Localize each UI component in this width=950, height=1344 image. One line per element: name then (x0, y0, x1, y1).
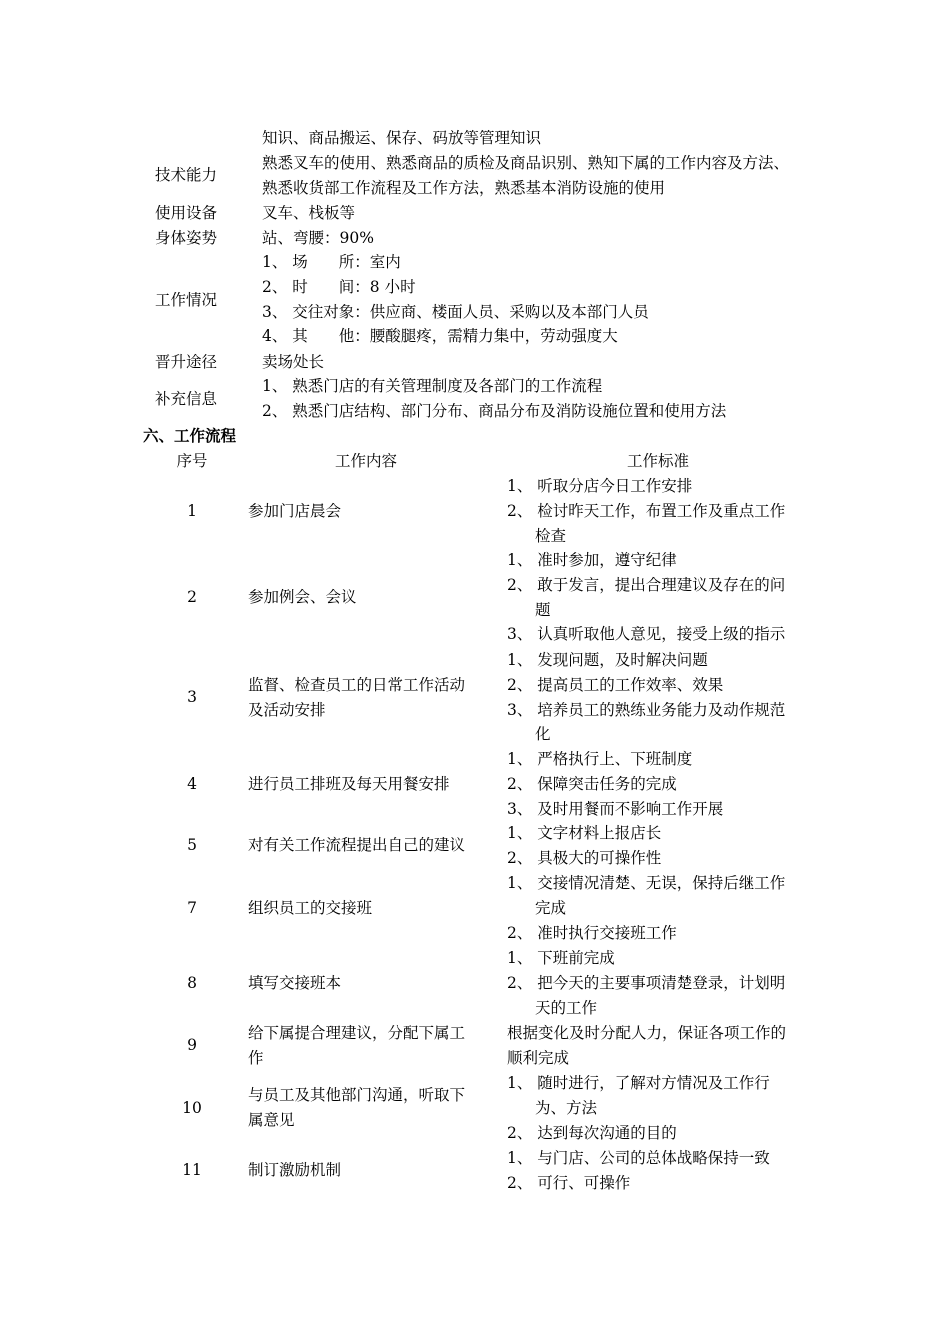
row-content (248, 1158, 341, 1183)
equipment-value: 叉车、栈板等 (262, 204, 356, 222)
header-standard: 工作标准 (627, 452, 690, 470)
row-content (248, 673, 465, 723)
row-content-line: 作 (248, 1048, 264, 1067)
row-content-line: 参加例会、会议 (248, 588, 357, 607)
row-content (248, 1083, 465, 1133)
tech-label: 技术能力 (155, 166, 218, 184)
row-content-line: 监督、检查员工的日常工作活动 (248, 675, 466, 694)
work-line: 4、 其 他：腰酸腿疼，需精力集中，劳动强度大 (262, 327, 618, 345)
row-seq: 5 (187, 836, 197, 855)
row-standard-line: 检查 (535, 526, 567, 545)
row-seq: 7 (187, 898, 197, 917)
row-standard-line: 1、 随时进行，了解对方情况及工作行 (507, 1074, 770, 1092)
row-standard (507, 474, 827, 548)
row-standard-line: 完成 (535, 898, 567, 917)
row-seq: 1 (187, 501, 197, 520)
row-standard-line: 题 (535, 600, 551, 619)
row-standard-line: 1、 听取分店今日工作安排 (507, 477, 693, 495)
equipment-label: 使用设备 (155, 204, 218, 222)
row-standard-line: 1、 文字材料上报店长 (507, 824, 662, 842)
row-standard-line: 1、 下班前完成 (507, 949, 615, 967)
row-standard (507, 648, 827, 747)
row-content (248, 772, 450, 797)
row-standard-line: 2、 保障突击任务的完成 (507, 774, 677, 793)
row-standard-line: 2、 提高员工的工作效率、效果 (507, 675, 724, 694)
row-content (248, 971, 341, 996)
tech-line: 熟悉叉车的使用、熟悉商品的质检及商品识别、熟知下属的工作内容及方法、 (262, 154, 790, 172)
work-line: 2、 时 间：8 小时 (262, 278, 416, 296)
posture-value: 站、弯腰：90% (262, 229, 374, 247)
row-content (248, 499, 341, 524)
row-standard-line: 2、 准时执行交接班工作 (507, 923, 677, 942)
supplement-line: 1、 熟悉门店的有关管理制度及各部门的工作流程 (262, 377, 603, 395)
row-content (248, 833, 465, 858)
promotion-label: 晋升途径 (155, 353, 218, 371)
row-standard-line: 1、 交接情况清楚、无误，保持后继工作 (507, 874, 786, 892)
row-seq: 9 (187, 1036, 197, 1055)
row-standard (507, 946, 827, 1020)
row-standard-line: 3、 认真听取他人意见，接受上级的指示 (507, 625, 786, 644)
row-content-line: 属意见 (248, 1111, 295, 1130)
row-content-line: 对有关工作流程提出自己的建议 (248, 836, 466, 855)
row-standard (507, 1071, 827, 1145)
row-content (248, 896, 372, 921)
row-standard (507, 821, 827, 871)
row-content-line: 及活动安排 (248, 700, 326, 719)
row-standard-line: 1、 与门店、公司的总体战略保持一致 (507, 1149, 770, 1167)
row-content (248, 1021, 465, 1071)
knowledge-text: 知识、商品搬运、保存、码放等管理知识 (262, 129, 542, 147)
tech-line: 熟悉收货部工作流程及工作方法，熟悉基本消防设施的使用 (262, 179, 666, 197)
row-standard-line: 2、 具极大的可操作性 (507, 848, 662, 867)
row-standard-line: 2、 敢于发言，提出合理建议及存在的问 (507, 575, 786, 594)
section-heading: 六、工作流程 (143, 426, 237, 445)
row-standard (507, 1146, 827, 1196)
header-content: 工作内容 (335, 452, 398, 470)
row-standard-line: 化 (535, 725, 551, 744)
row-standard (507, 747, 827, 821)
promotion-value: 卖场处长 (262, 353, 325, 371)
row-standard-line: 根据变化及时分配人力，保证各项工作的 (507, 1024, 787, 1042)
row-standard-line: 2、 把今天的主要事项清楚登录，计划明 (507, 973, 786, 992)
row-seq: 3 (187, 688, 197, 707)
row-standard-line: 为、方法 (535, 1098, 598, 1117)
row-standard-line: 2、 检讨昨天工作，布置工作及重点工作 (507, 501, 786, 520)
row-content-line: 参加门店晨会 (248, 501, 342, 520)
row-seq: 2 (187, 588, 197, 607)
work-line: 3、 交往对象：供应商、楼面人员、采购以及本部门人员 (262, 303, 649, 321)
row-standard-line: 顺利完成 (507, 1048, 570, 1067)
row-content-line: 制订激励机制 (248, 1161, 342, 1180)
posture-label: 身体姿势 (155, 229, 218, 247)
row-content (248, 585, 357, 610)
header-seq: 序号 (176, 452, 208, 470)
row-standard (507, 871, 827, 945)
row-content-line: 给下属提合理建议，分配下属工 (248, 1024, 466, 1042)
row-seq: 11 (182, 1161, 202, 1180)
row-standard-line: 1、 准时参加，遵守纪律 (507, 551, 677, 569)
row-content-line: 组织员工的交接班 (248, 898, 373, 917)
row-standard-line: 1、 严格执行上、下班制度 (507, 750, 693, 768)
row-seq: 4 (187, 774, 197, 793)
work-label: 工作情况 (155, 291, 218, 309)
work-line: 1、 场 所：室内 (262, 253, 401, 271)
row-standard-line: 2、 可行、可操作 (507, 1173, 631, 1192)
row-standard-line: 3、 及时用餐而不影响工作开展 (507, 799, 724, 818)
row-standard (507, 1021, 827, 1071)
row-standard-line: 3、 培养员工的熟练业务能力及动作规范 (507, 700, 786, 719)
row-seq: 10 (182, 1098, 202, 1117)
row-standard-line: 2、 达到每次沟通的目的 (507, 1123, 677, 1142)
row-content-line: 与员工及其他部门沟通，听取下 (248, 1086, 466, 1105)
supplement-label: 补充信息 (155, 390, 218, 408)
row-content-line: 填写交接班本 (248, 973, 342, 992)
supplement-line: 2、 熟悉门店结构、部门分布、商品分布及消防设施位置和使用方法 (262, 402, 727, 420)
row-seq: 8 (187, 973, 197, 992)
row-content-line: 进行员工排班及每天用餐安排 (248, 774, 450, 793)
row-standard (507, 548, 827, 647)
row-standard-line: 1、 发现问题，及时解决问题 (507, 651, 708, 669)
row-standard-line: 天的工作 (535, 998, 598, 1017)
